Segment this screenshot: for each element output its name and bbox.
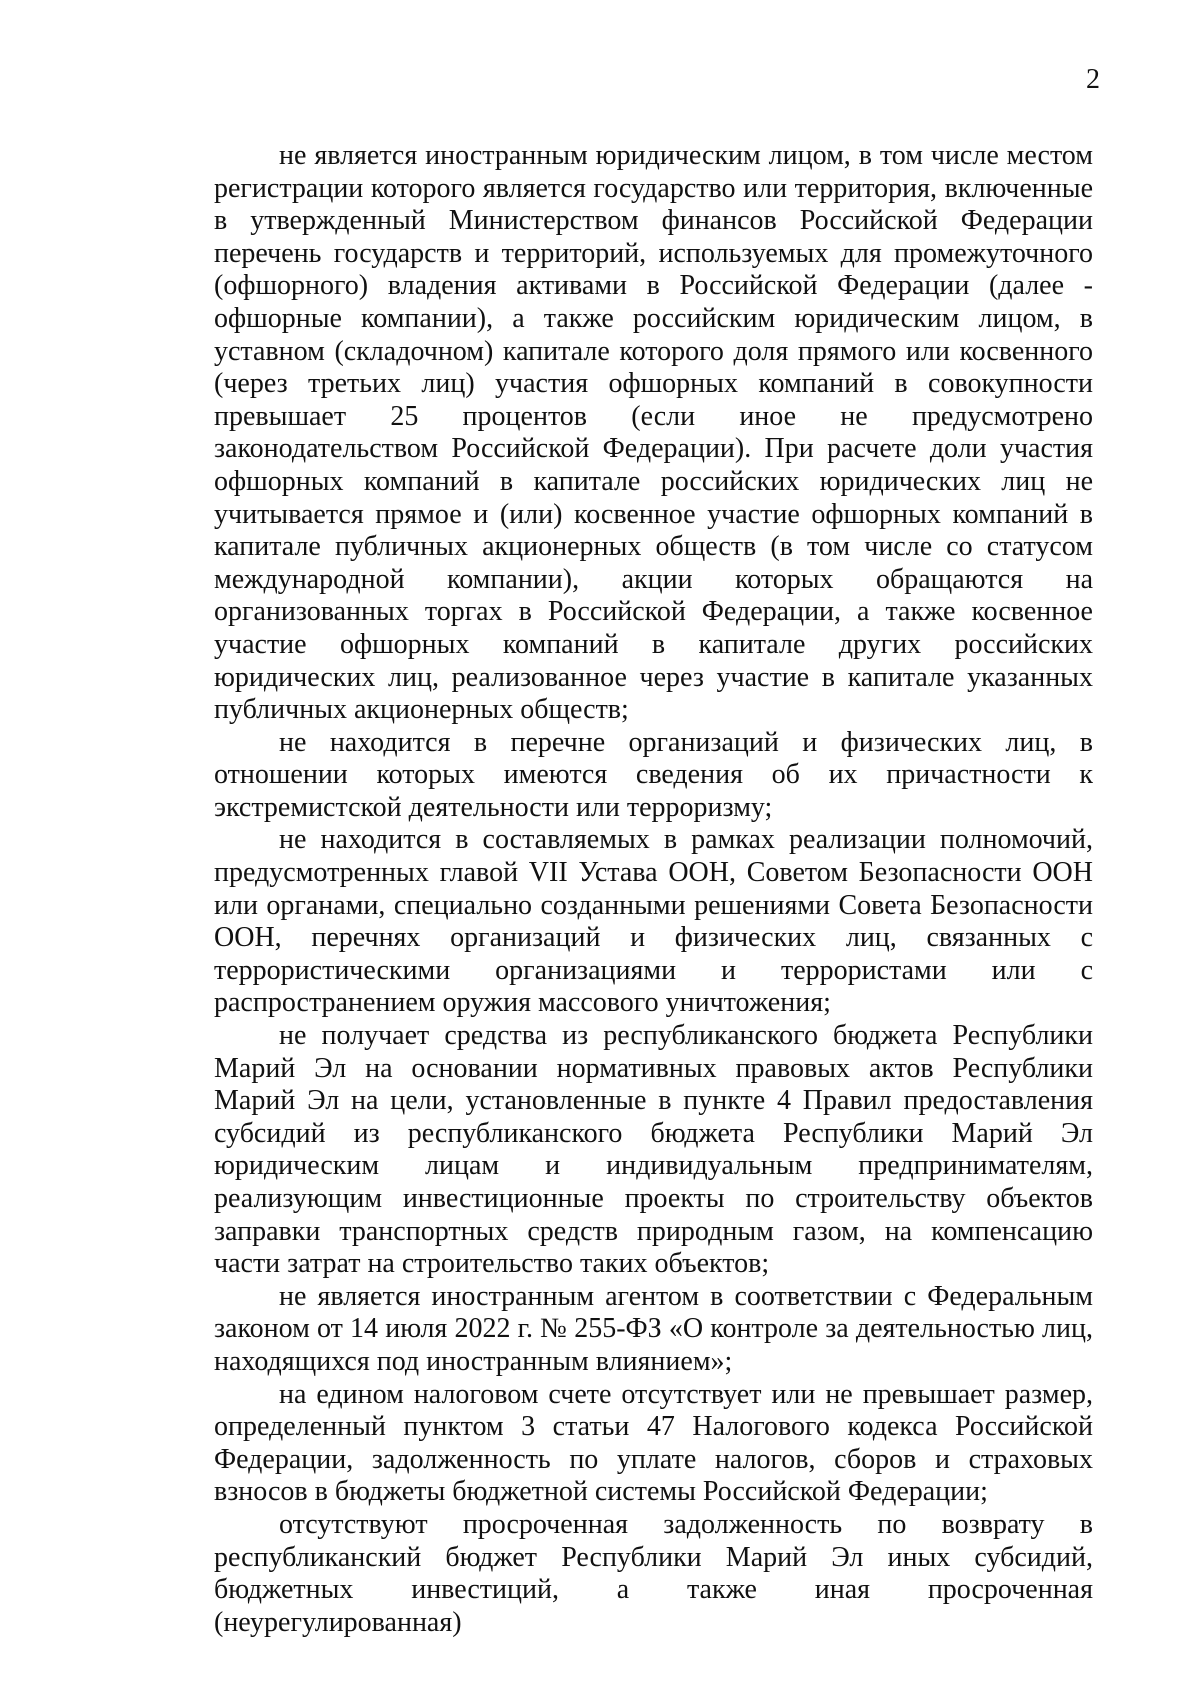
paragraph-un-lists: не находится в составляемых в рамках реализации полномочий, предусмотренных главой VII Устава ООН, Советом Безопасности ООН или органами, специально созданными решениями Совета Безопасности ООН, перечнях организаций и физических лиц, связанных с террористическими организациями и террористами или с распространением оружия массового уничтожения; [214, 824, 1093, 1019]
paragraph-overdue-debt: отсутствуют просроченная задолженность по возврату в республиканский бюджет Республики Марий Эл иных субсидий, бюджетных инвестиций, а также иная просроченная (неурегулированная) [214, 1508, 1093, 1638]
paragraph-extremism: не находится в перечне организаций и физических лиц, в отношении которых имеются сведения об их причастности к экстремистской деятельности или терроризму; [214, 726, 1093, 823]
paragraph-budget-funds: не получает средства из республиканского бюджета Республики Марий Эл на основании нормативных правовых актов Республики Марий Эл на цели, установленные в пункте 4 Правил предоставления субсидий из республиканского бюджета Республики Марий Эл юридическим лицам и индивидуальным предпринимателям, реализующим инвестиционные проекты по строительству объектов заправки транспортных средств природным газом, на компенсацию части затрат на строительство таких объектов; [214, 1020, 1093, 1280]
document-body [214, 140, 1093, 1639]
paragraph-tax-account: на едином налоговом счете отсутствует или не превышает размер, определенный пунктом 3 статьи 47 Налогового кодекса Российской Федерации, задолженность по уплате налогов, сборов и страховых взносов в бюджеты бюджетной системы Российской Федерации; [214, 1378, 1093, 1508]
paragraph-foreign-agent: не является иностранным агентом в соответствии с Федеральным законом от 14 июля 2022 г. № 255-ФЗ «О контроле за деятельностью лиц, находящихся под иностранным влиянием»; [214, 1280, 1093, 1377]
page-number: 2 [1086, 64, 1100, 95]
paragraph-offshore: не является иностранным юридическим лицом, в том числе местом регистрации которого является государство или территория, включенные в утвержденный Министерством финансов Российской Федерации перечень государств и территорий, используемых для промежуточного (офшорного) владения активами в Российской Федерации (далее - офшорные компании), а также российским юридическим лицом, в уставном (складочном) капитале которого доля прямого или косвенного (через третьих лиц) участия офшорных компаний в совокупности превышает 25 процентов (если иное не предусмотрено законодательством Российской Федерации). При расчете доли участия офшорных компаний в капитале российских юридических лиц не учитывается прямое и (или) косвенное участие офшорных компаний в капитале публичных акционерных обществ (в том числе со статусом международной компании), акции которых обращаются на организованных торгах в Российской Федерации, а также косвенное участие офшорных компаний в капитале других российских юридических лиц, реализованное через участие в капитале указанных публичных акционерных обществ; [214, 140, 1093, 726]
